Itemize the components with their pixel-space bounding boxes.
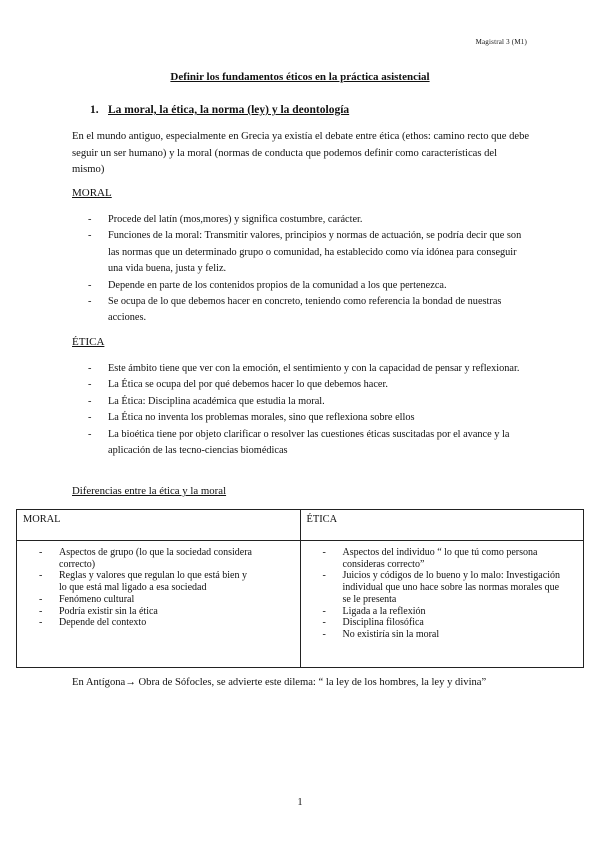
list-item: - Podría existir sin la ética xyxy=(39,606,254,618)
section-number: 1. xyxy=(90,104,99,116)
list-item: - Disciplina filosófica xyxy=(323,617,562,629)
footer-paragraph: En Antígona→ Obra de Sófocles, se advierte este dilema: “ la ley de los hombres, la ley y divina” xyxy=(72,677,487,688)
list-item: - La bioética tiene por objeto clarificar o resolver las cuestiones éticas suscitadas por el avance y la aplicación de las tecno-ciencias biomédicas xyxy=(88,427,528,460)
list-item: - Se ocupa de lo que debemos hacer en concreto, teniendo como referencia la bondad de nuestras acciones. xyxy=(88,294,528,327)
list-item: - Aspectos de grupo (lo que la sociedad considera correcto) xyxy=(39,547,254,570)
moral-heading: MORAL xyxy=(72,187,112,199)
moral-cell xyxy=(17,541,301,668)
intro-paragraph: En el mundo antiguo, especialmente en Grecia ya existía el debate entre ética (ethos: camino recto que debe seguir un ser humano) y la moral (normas de conducta que podemos definir como características del mismo) xyxy=(72,131,530,175)
document-title: Definir los fundamentos éticos en la práctica asistencial xyxy=(170,71,430,83)
list-item: - Depende en parte de los contenidos propios de la comunidad a los que pertenezca. xyxy=(88,278,528,294)
table-row xyxy=(17,541,584,668)
col-header-moral: MORAL xyxy=(17,510,301,541)
etica-list xyxy=(88,361,528,459)
list-item: - Ligada a la reflexión xyxy=(323,606,562,618)
list-item: - No existiría sin la moral xyxy=(323,629,562,641)
list-item: - Fenómeno cultural xyxy=(39,594,254,606)
etica-heading: ÉTICA xyxy=(72,336,105,348)
table-header-row xyxy=(17,510,584,541)
list-item: - Reglas y valores que regulan lo que está bien y lo que está mal ligado a esa sociedad xyxy=(39,570,254,593)
comparison-table xyxy=(16,509,584,668)
list-item: - Depende del contexto xyxy=(39,617,254,629)
etica-cell xyxy=(300,541,584,668)
list-item: - Aspectos del individuo “ lo que tú como persona consideras correcto” xyxy=(323,547,562,570)
moral-list xyxy=(88,212,528,327)
page-number: 1 xyxy=(297,797,303,808)
list-item: - La Ética: Disciplina académica que estudia la moral. xyxy=(88,394,528,410)
list-item: - La Ética no inventa los problemas morales, sino que reflexiona sobre ellos xyxy=(88,410,528,426)
list-item: - Este ámbito tiene que ver con la emoción, el sentimiento y con la capacidad de pensar y reflexionar. xyxy=(88,361,528,377)
list-item: - Funciones de la moral: Transmitir valores, principios y normas de actuación, se podría decir que son las normas que un determinado grupo o comunidad, ha establecido como vía idónea para conseguir una vida buena, justa y feliz. xyxy=(88,228,528,277)
list-item: - La Ética se ocupa del por qué debemos hacer lo que debemos hacer. xyxy=(88,377,528,393)
list-item: - Juicios y códigos de lo bueno y lo malo: Investigación individual que uno hace sobre las normas morales que se le presenta xyxy=(323,570,562,605)
section-title: La moral, la ética, la norma (ley) y la deontología xyxy=(108,104,350,116)
header-reference: Magistral 3 (M1) xyxy=(475,38,527,46)
diferencias-heading: Diferencias entre la ética y la moral xyxy=(72,485,227,497)
col-header-etica: ÉTICA xyxy=(300,510,584,541)
list-item: - Procede del latín (mos,mores) y significa costumbre, carácter. xyxy=(88,212,528,228)
section-heading xyxy=(90,104,349,116)
